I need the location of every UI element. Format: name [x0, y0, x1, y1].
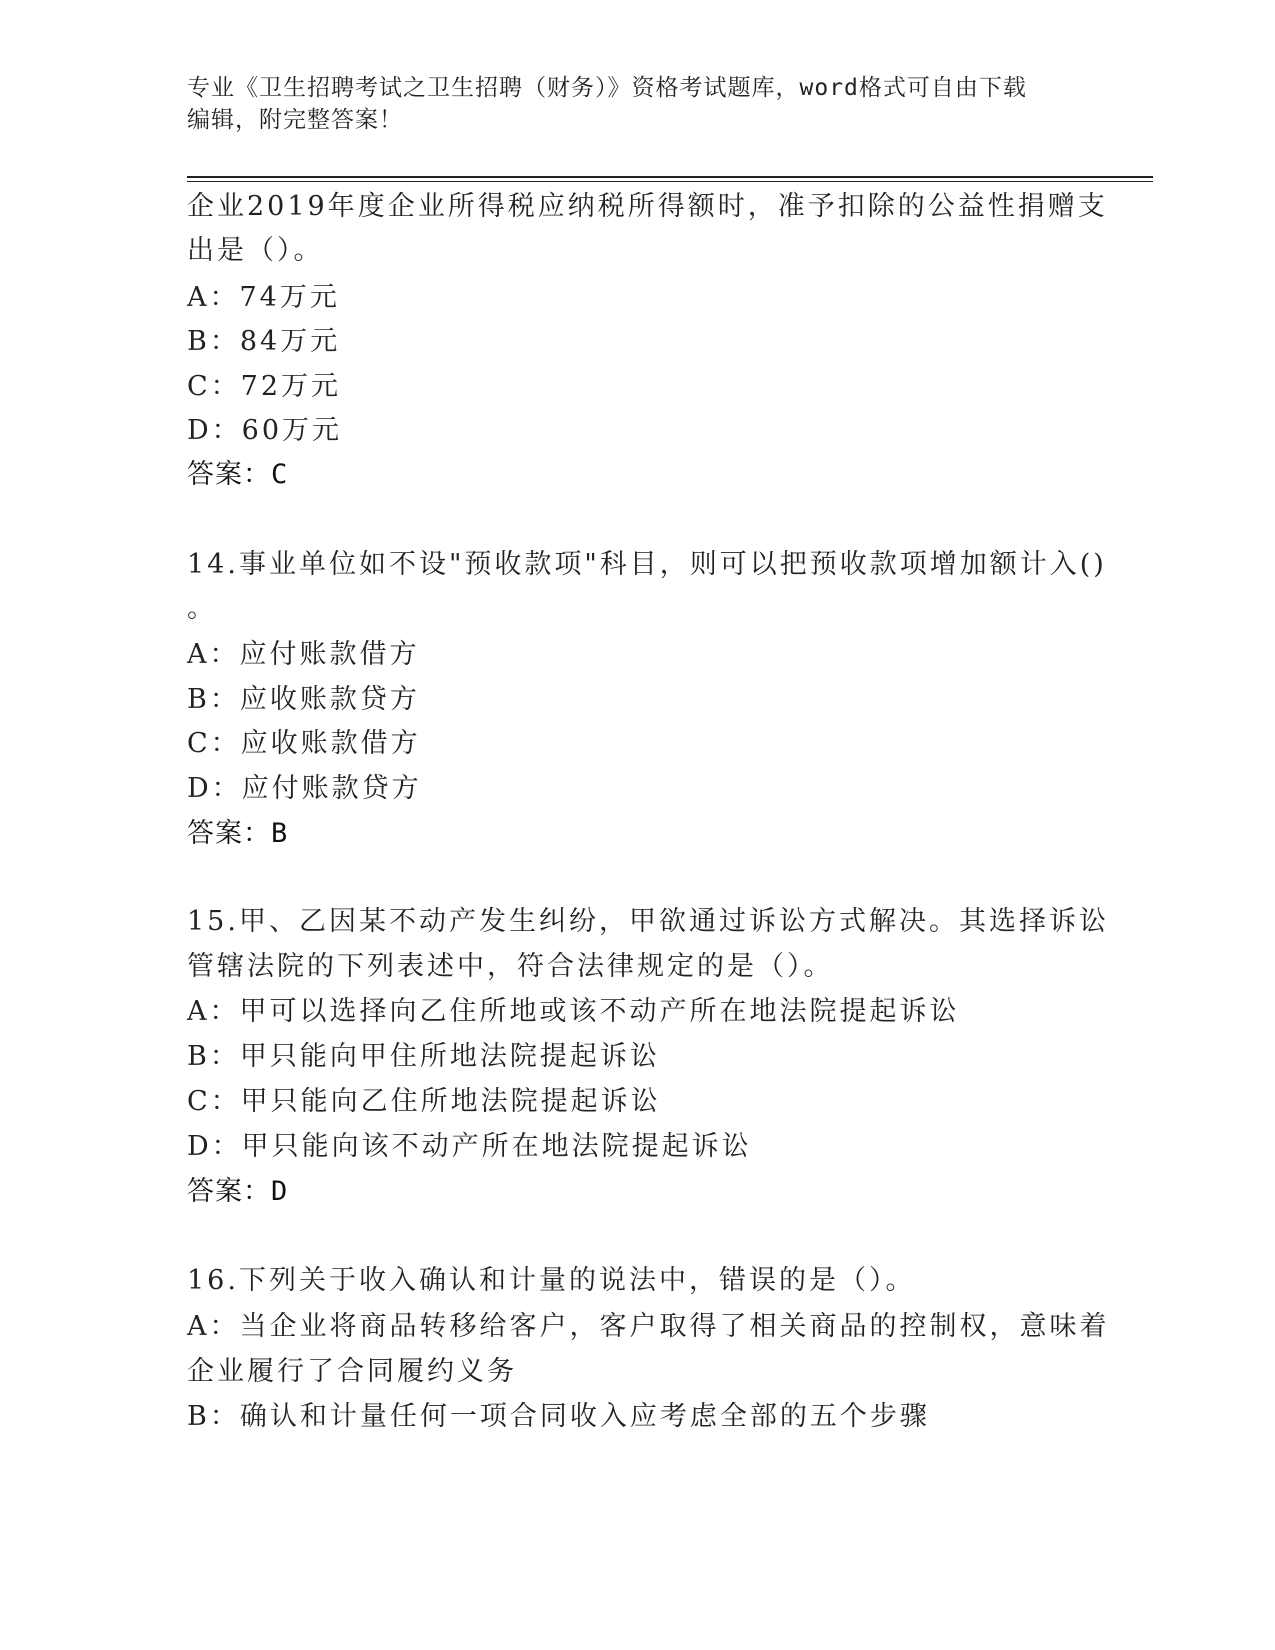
- header-divider-thick: [187, 176, 1153, 178]
- q13-option-a: A：74万元: [187, 282, 340, 313]
- q13-stem-line-1: 企业2019年度企业所得税应纳税所得额时，准予扣除的公益性捐赠支: [187, 191, 1108, 222]
- q15-stem-line-1: 15.甲、乙因某不动产发生纠纷，甲欲通过诉讼方式解决。其选择诉讼: [187, 906, 1109, 937]
- q16-stem-line-1: 16.下列关于收入确认和计量的说法中，错误的是（）。: [187, 1265, 916, 1296]
- q14-option-a: A：应付账款借方: [187, 639, 420, 670]
- q16-option-a-line-1: A：当企业将商品转移给客户，客户取得了相关商品的控制权，意味着: [187, 1311, 1110, 1342]
- header-line-2: 编辑，附完整答案！: [187, 107, 403, 133]
- q14-stem-line-1: 14.事业单位如不设"预收款项"科目，则可以把预收款项增加额计入(): [187, 549, 1107, 580]
- q14-option-d: D：应付账款贷方: [187, 773, 422, 804]
- header-line-1: 专业《卫生招聘考试之卫生招聘（财务）》资格考试题库，word格式可自由下载: [187, 75, 1027, 101]
- header-divider-thin: [187, 181, 1153, 182]
- q14-stem-line-2: 。: [187, 593, 217, 624]
- q15-option-a: A：甲可以选择向乙住所地或该不动产所在地法院提起诉讼: [187, 996, 960, 1027]
- q13-answer: 答案：C: [187, 459, 289, 490]
- q13-option-b: B：84万元: [187, 326, 341, 357]
- q13-option-c: C：72万元: [187, 371, 342, 402]
- q13-stem-line-2: 出是（）。: [187, 235, 324, 266]
- q15-answer: 答案：D: [187, 1176, 289, 1207]
- q16-option-a-line-2: 企业履行了合同履约义务: [187, 1356, 517, 1387]
- q15-option-c: C：甲只能向乙住所地法院提起诉讼: [187, 1086, 661, 1117]
- document-header: [187, 72, 1087, 136]
- q15-stem-line-2: 管辖法院的下列表述中，符合法律规定的是（）。: [187, 951, 834, 982]
- q16-option-b: B：确认和计量任何一项合同收入应考虑全部的五个步骤: [187, 1401, 930, 1432]
- q14-option-c: C：应收账款借方: [187, 728, 421, 759]
- q14-answer: 答案：B: [187, 818, 289, 849]
- q15-option-b: B：甲只能向甲住所地法院提起诉讼: [187, 1041, 660, 1072]
- q14-option-b: B：应收账款贷方: [187, 684, 420, 715]
- q13-option-d: D：60万元: [187, 415, 343, 446]
- q15-option-d: D：甲只能向该不动产所在地法院提起诉讼: [187, 1131, 752, 1162]
